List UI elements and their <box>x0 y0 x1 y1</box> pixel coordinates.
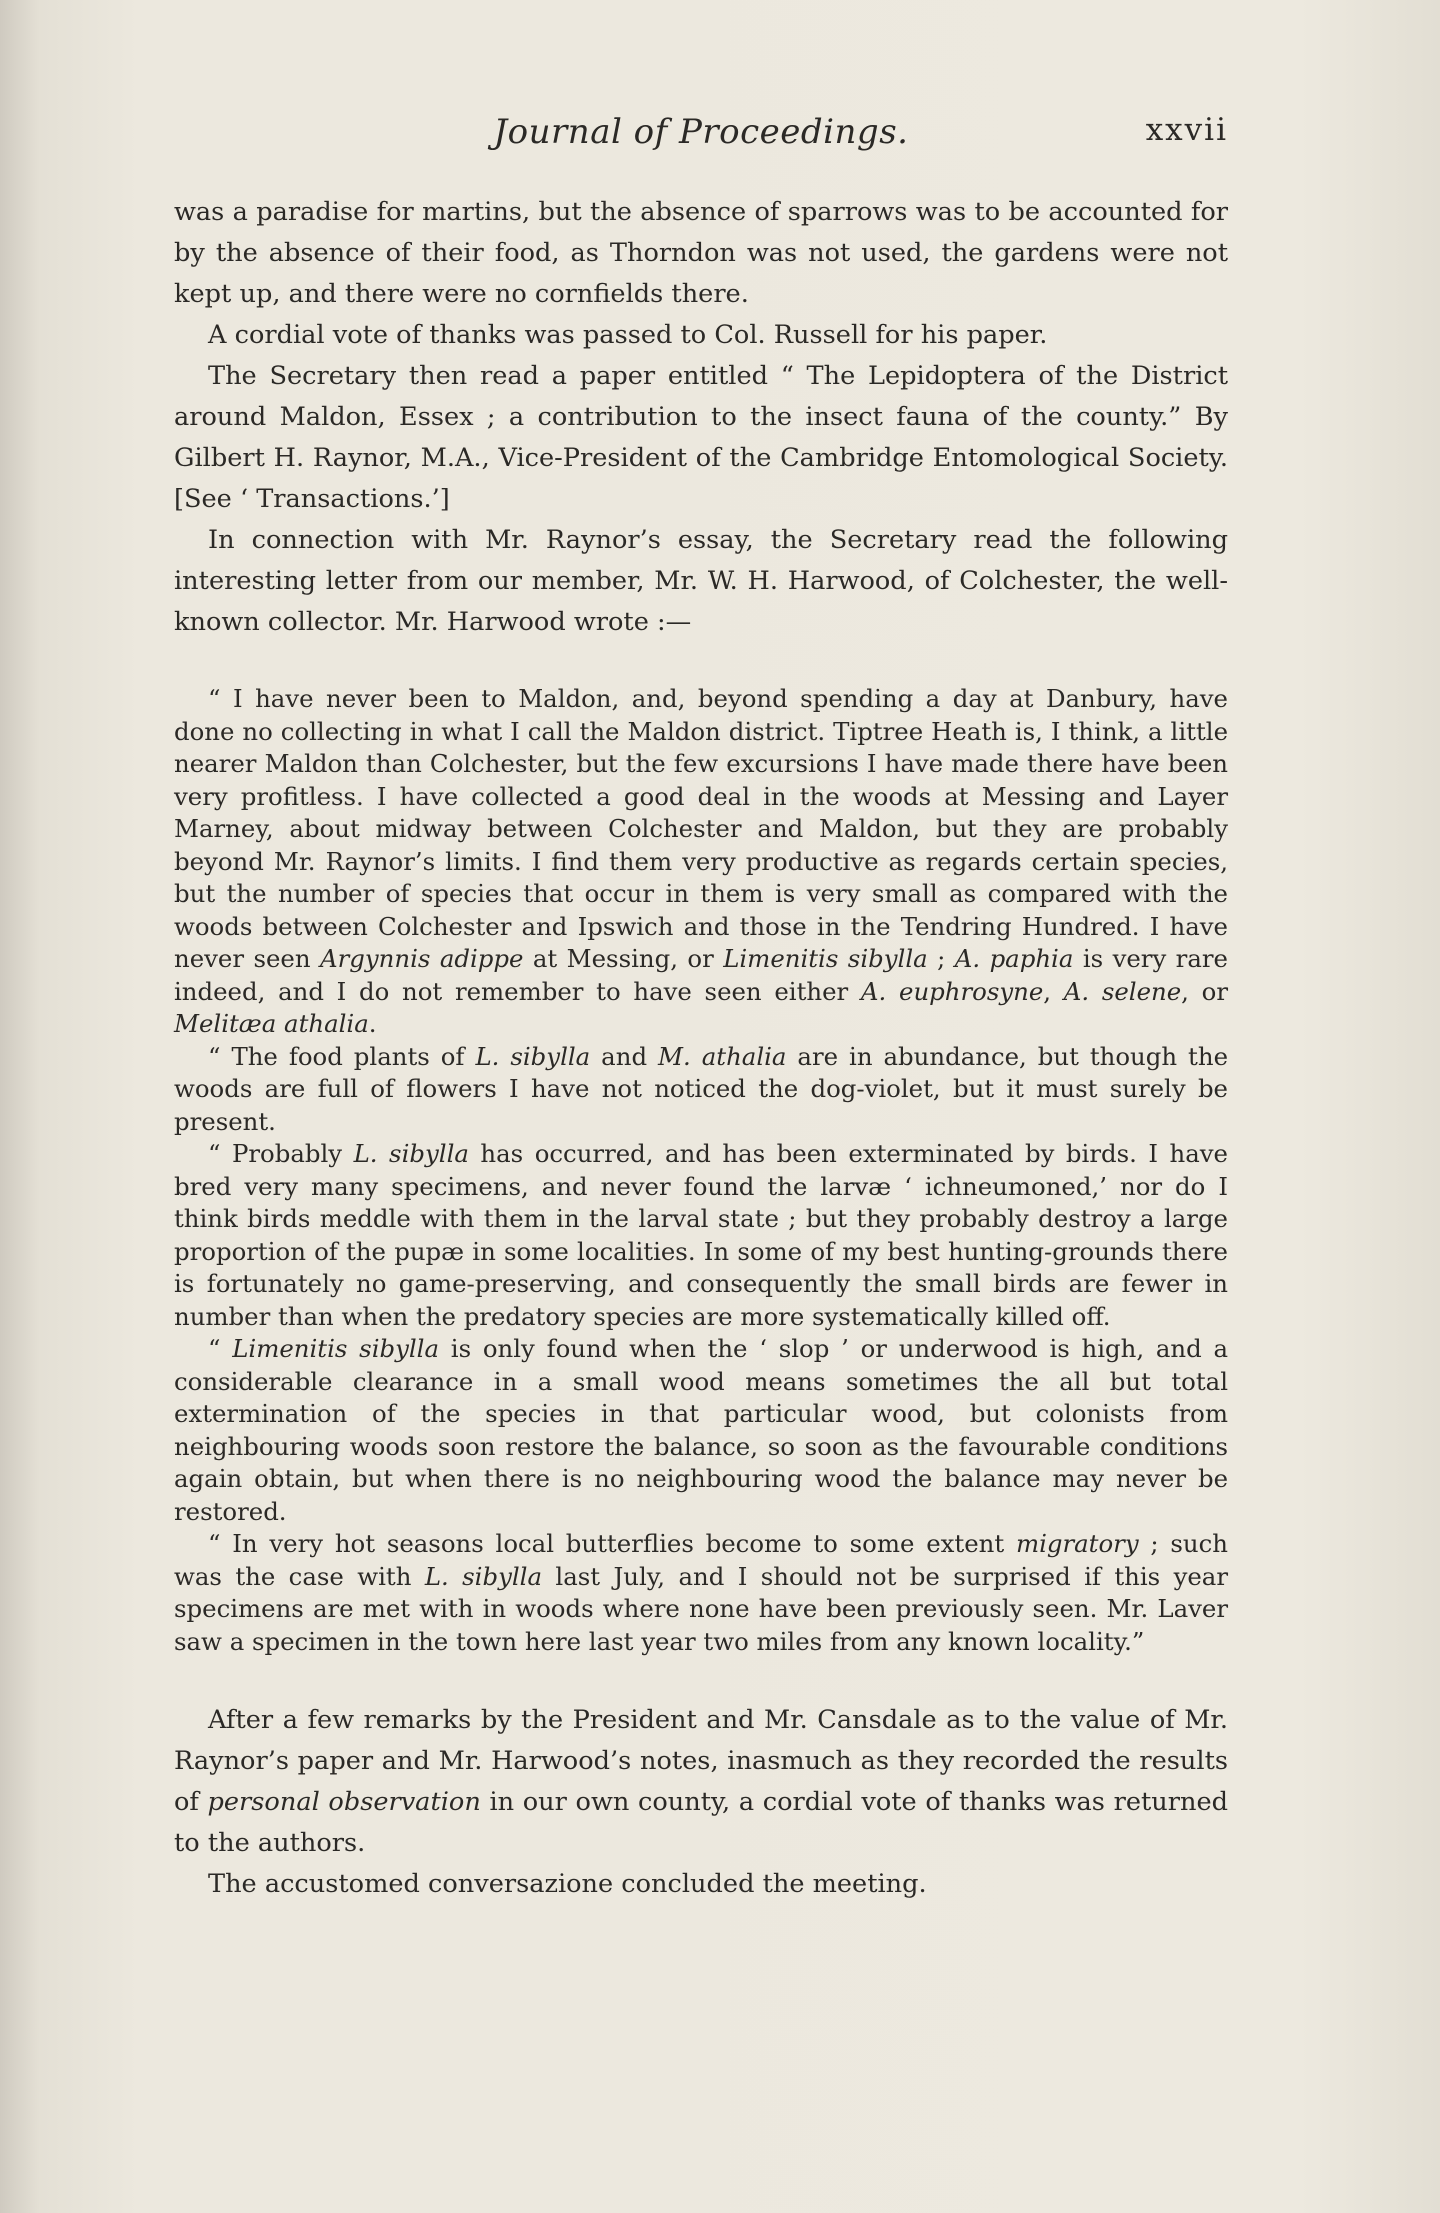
page-number: xxvii <box>1145 112 1228 148</box>
harwood-letter <box>174 683 1228 1658</box>
page-body <box>174 192 1228 1905</box>
letter-paragraph: “ The food plants of L. sibylla and M. athalia are in abundance, but though the woods are full of flowers I have not noticed the dog-violet, but it must surely be present. <box>174 1041 1229 1136</box>
paragraph-vote-of-thanks: A cordial vote of thanks was passed to Col. Russell for his paper. <box>208 320 1048 350</box>
species-name: Melitæa athalia <box>174 1009 369 1038</box>
page-header <box>174 112 1228 162</box>
species-name: L. sibylla <box>424 1561 543 1591</box>
emphasis: migratory <box>1015 1529 1139 1558</box>
species-name: Argynnis adippe <box>319 944 524 973</box>
species-name: L. sibylla <box>353 1139 469 1168</box>
species-name: A. paphia <box>954 944 1074 973</box>
closing-section <box>174 1700 1228 1905</box>
species-name: M. athalia <box>658 1041 787 1071</box>
letter-paragraph: “ Limenitis sibylla is only found when the ‘ slop ’ or underwood is high, and a considerable clearance in a small wood means sometimes the all but total extermination of the species in that particular wood, but colonists from neighbouring woods soon restore the balance, so soon as the favourable conditions again obtain, but when there is no neighbouring wood the balance may never be restored. <box>174 1334 1228 1526</box>
letter-paragraph: “ I have never been to Maldon, and, beyond spending a day at Danbury, have done no collecting in what I call the Maldon district. Tiptree Heath is, I think, a little nearer Maldon than Colchester, but the few excursions I have made there have been very profitless. I have collected a good deal in the woods at Messing and Layer Marney, about midway between Colchester and Maldon, but they are probably beyond Mr. Raynor’s limits. I find them very productive as regards certain species, but the number of species that occur in them is very small as compared with the woods between Colchester and Ipswich and those in the Tendring Hundred. I have never seen Argynnis adippe at Messing, or Limenitis sibylla ; A. paphia is very rare indeed, and I do not remember to have seen either A. euphrosyne, A. selene, or Melitæa athalia. <box>174 684 1228 1038</box>
paragraph-lepidoptera-paper: The Secretary then read a paper entitled “ The Lepidoptera of the District around Maldon, Essex ; a contribution to the insect fauna of the county.” By Gilbert H. Raynor, M.A., Vice-President of the Cambridge Entomological Society. [See ‘ Transactions.’] <box>174 361 1228 514</box>
species-name: Limenitis sibylla <box>232 1334 440 1363</box>
letter-paragraph: “ Probably L. sibylla has occurred, and has been exterminated by birds. I have bred very many specimens, and never found the larvæ ‘ ichneumoned,’ nor do I think birds meddle with them in the larval state ; but they probably destroy a large proportion of the pupæ in some localities. In some of my best hunting-grounds there is fortunately no game-preserving, and consequently the small birds are fewer in number than when the predatory species are more systematically killed off. <box>174 1139 1228 1331</box>
paragraph-harwood-intro: In connection with Mr. Raynor’s essay, the Secretary read the following interesting letter from our member, Mr. W. H. Harwood, of Colchester, the well-known collector. Mr. Harwood wrote :— <box>174 525 1228 637</box>
paragraph-conclusion: The accustomed conversazione concluded the meeting. <box>208 1869 927 1899</box>
running-head: Journal of Proceedings. <box>493 112 909 152</box>
species-name: A. selene <box>1063 976 1182 1006</box>
letter-paragraph: “ In very hot seasons local butterflies become to some extent migratory ; such was the case with L. sibylla last July, and I should not be surprised if this year specimens are met with in woods where none have been previously seen. Mr. Laver saw a specimen in the town here last year two miles from any known locality.” <box>174 1529 1228 1656</box>
paragraph-continuation: was a paradise for martins, but the absence of sparrows was to be accounted for by the absence of their food, as Thorndon was not used, the gardens were not kept up, and there were no cornfields there. <box>174 197 1228 309</box>
species-name: Limenitis sibylla <box>723 944 928 973</box>
species-name: L. sibylla <box>475 1041 591 1071</box>
species-name: A. euphrosyne <box>860 976 1044 1006</box>
emphasis: personal observation <box>207 1787 481 1817</box>
paragraph-closing-remarks: After a few remarks by the President and Mr. Cansdale as to the value of Mr. Raynor’s paper and Mr. Harwood’s notes, inasmuch as they recorded the results of personal observation in our own county, a cordial vote of thanks was returned to the authors. <box>174 1705 1228 1858</box>
